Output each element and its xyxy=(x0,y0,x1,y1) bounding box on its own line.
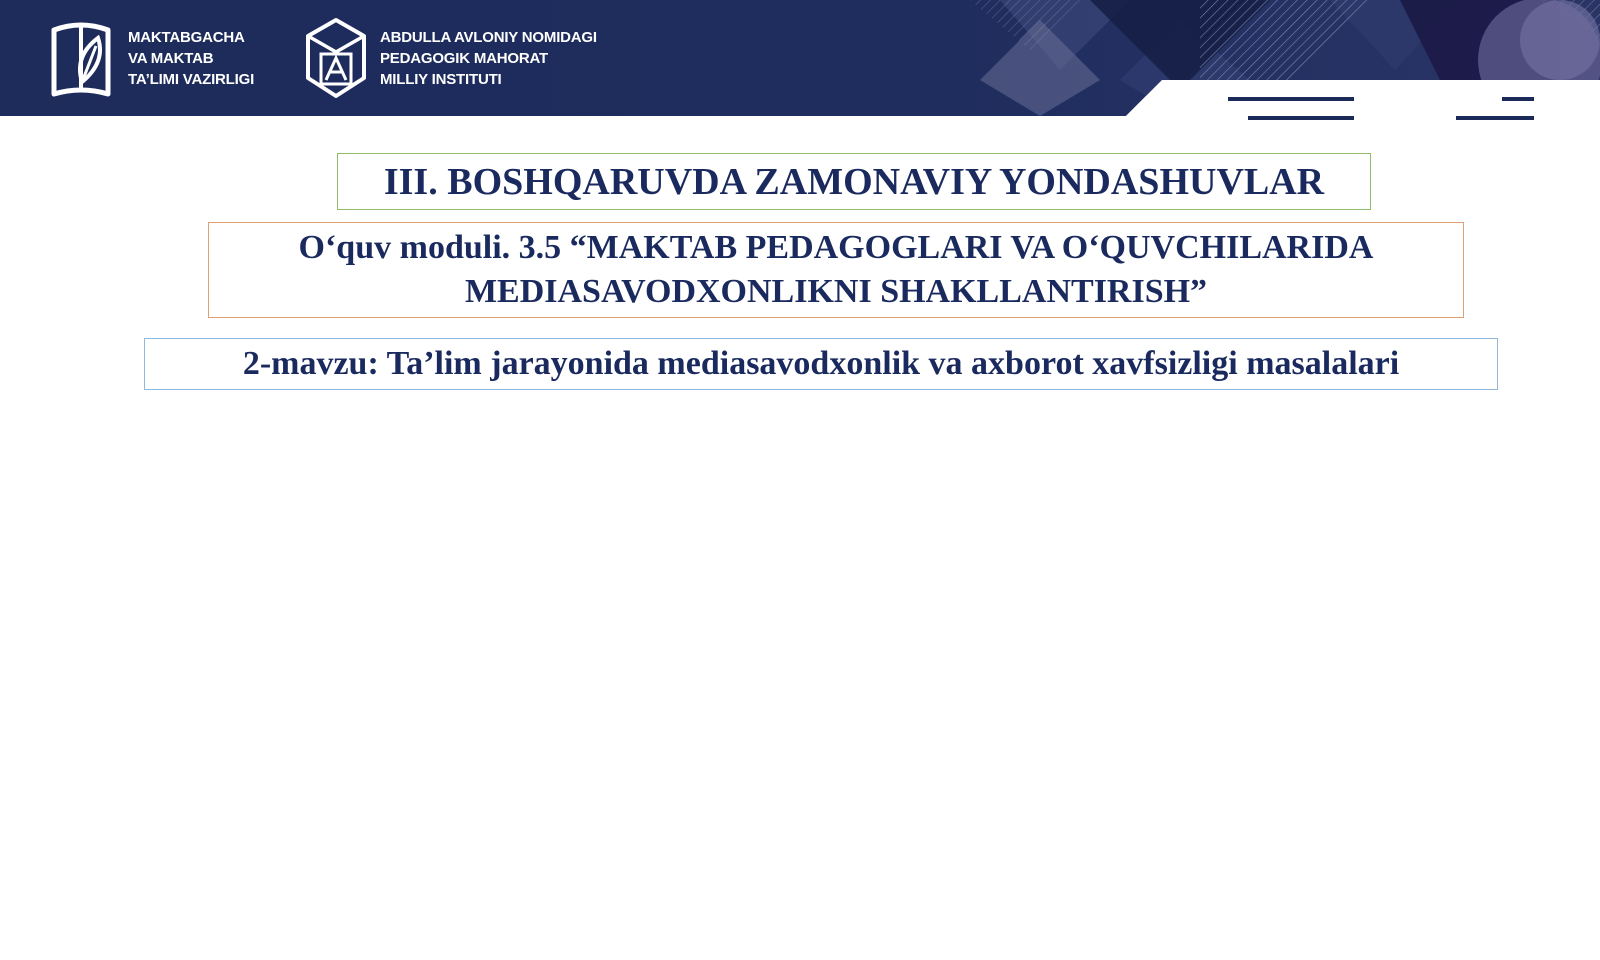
cube-a-emblem-icon xyxy=(304,16,368,100)
topic-title: 2-mavzu: Ta’lim jarayonida mediasavodxonlik va axborot xavfsizligi masalalari xyxy=(144,338,1498,390)
ministry-name-line-2: VA MAKTAB xyxy=(128,49,214,67)
institute-name-line-1: ABDULLA AVLONIY NOMIDAGI xyxy=(380,28,597,46)
institute-name xyxy=(380,27,597,90)
module-title-line-1: O‘quv moduli. 3.5 “MAKTAB PEDAGOGLARI VA O‘QUVCHILARIDA xyxy=(298,229,1374,266)
institute-name-line-3: MILLIY INSTITUTI xyxy=(380,70,502,88)
ministry-name xyxy=(128,27,254,90)
institute-name-line-2: PEDAGOGIK MAHORAT xyxy=(380,49,548,67)
module-title-line-2: MEDIASAVODXONLIKNI SHAKLLANTIRISH” xyxy=(464,273,1208,310)
module-title xyxy=(208,222,1464,318)
institute-logo xyxy=(304,16,597,100)
ministry-name-line-3: TA’LIMI VAZIRLIGI xyxy=(128,70,255,88)
ministry-logo xyxy=(46,16,254,100)
section-title: III. BOSHQARUVDA ZAMONAVIY YONDASHUVLAR xyxy=(337,153,1371,210)
ministry-name-line-1: MAKTABGACHA xyxy=(128,28,245,46)
open-book-leaf-icon xyxy=(46,16,116,100)
